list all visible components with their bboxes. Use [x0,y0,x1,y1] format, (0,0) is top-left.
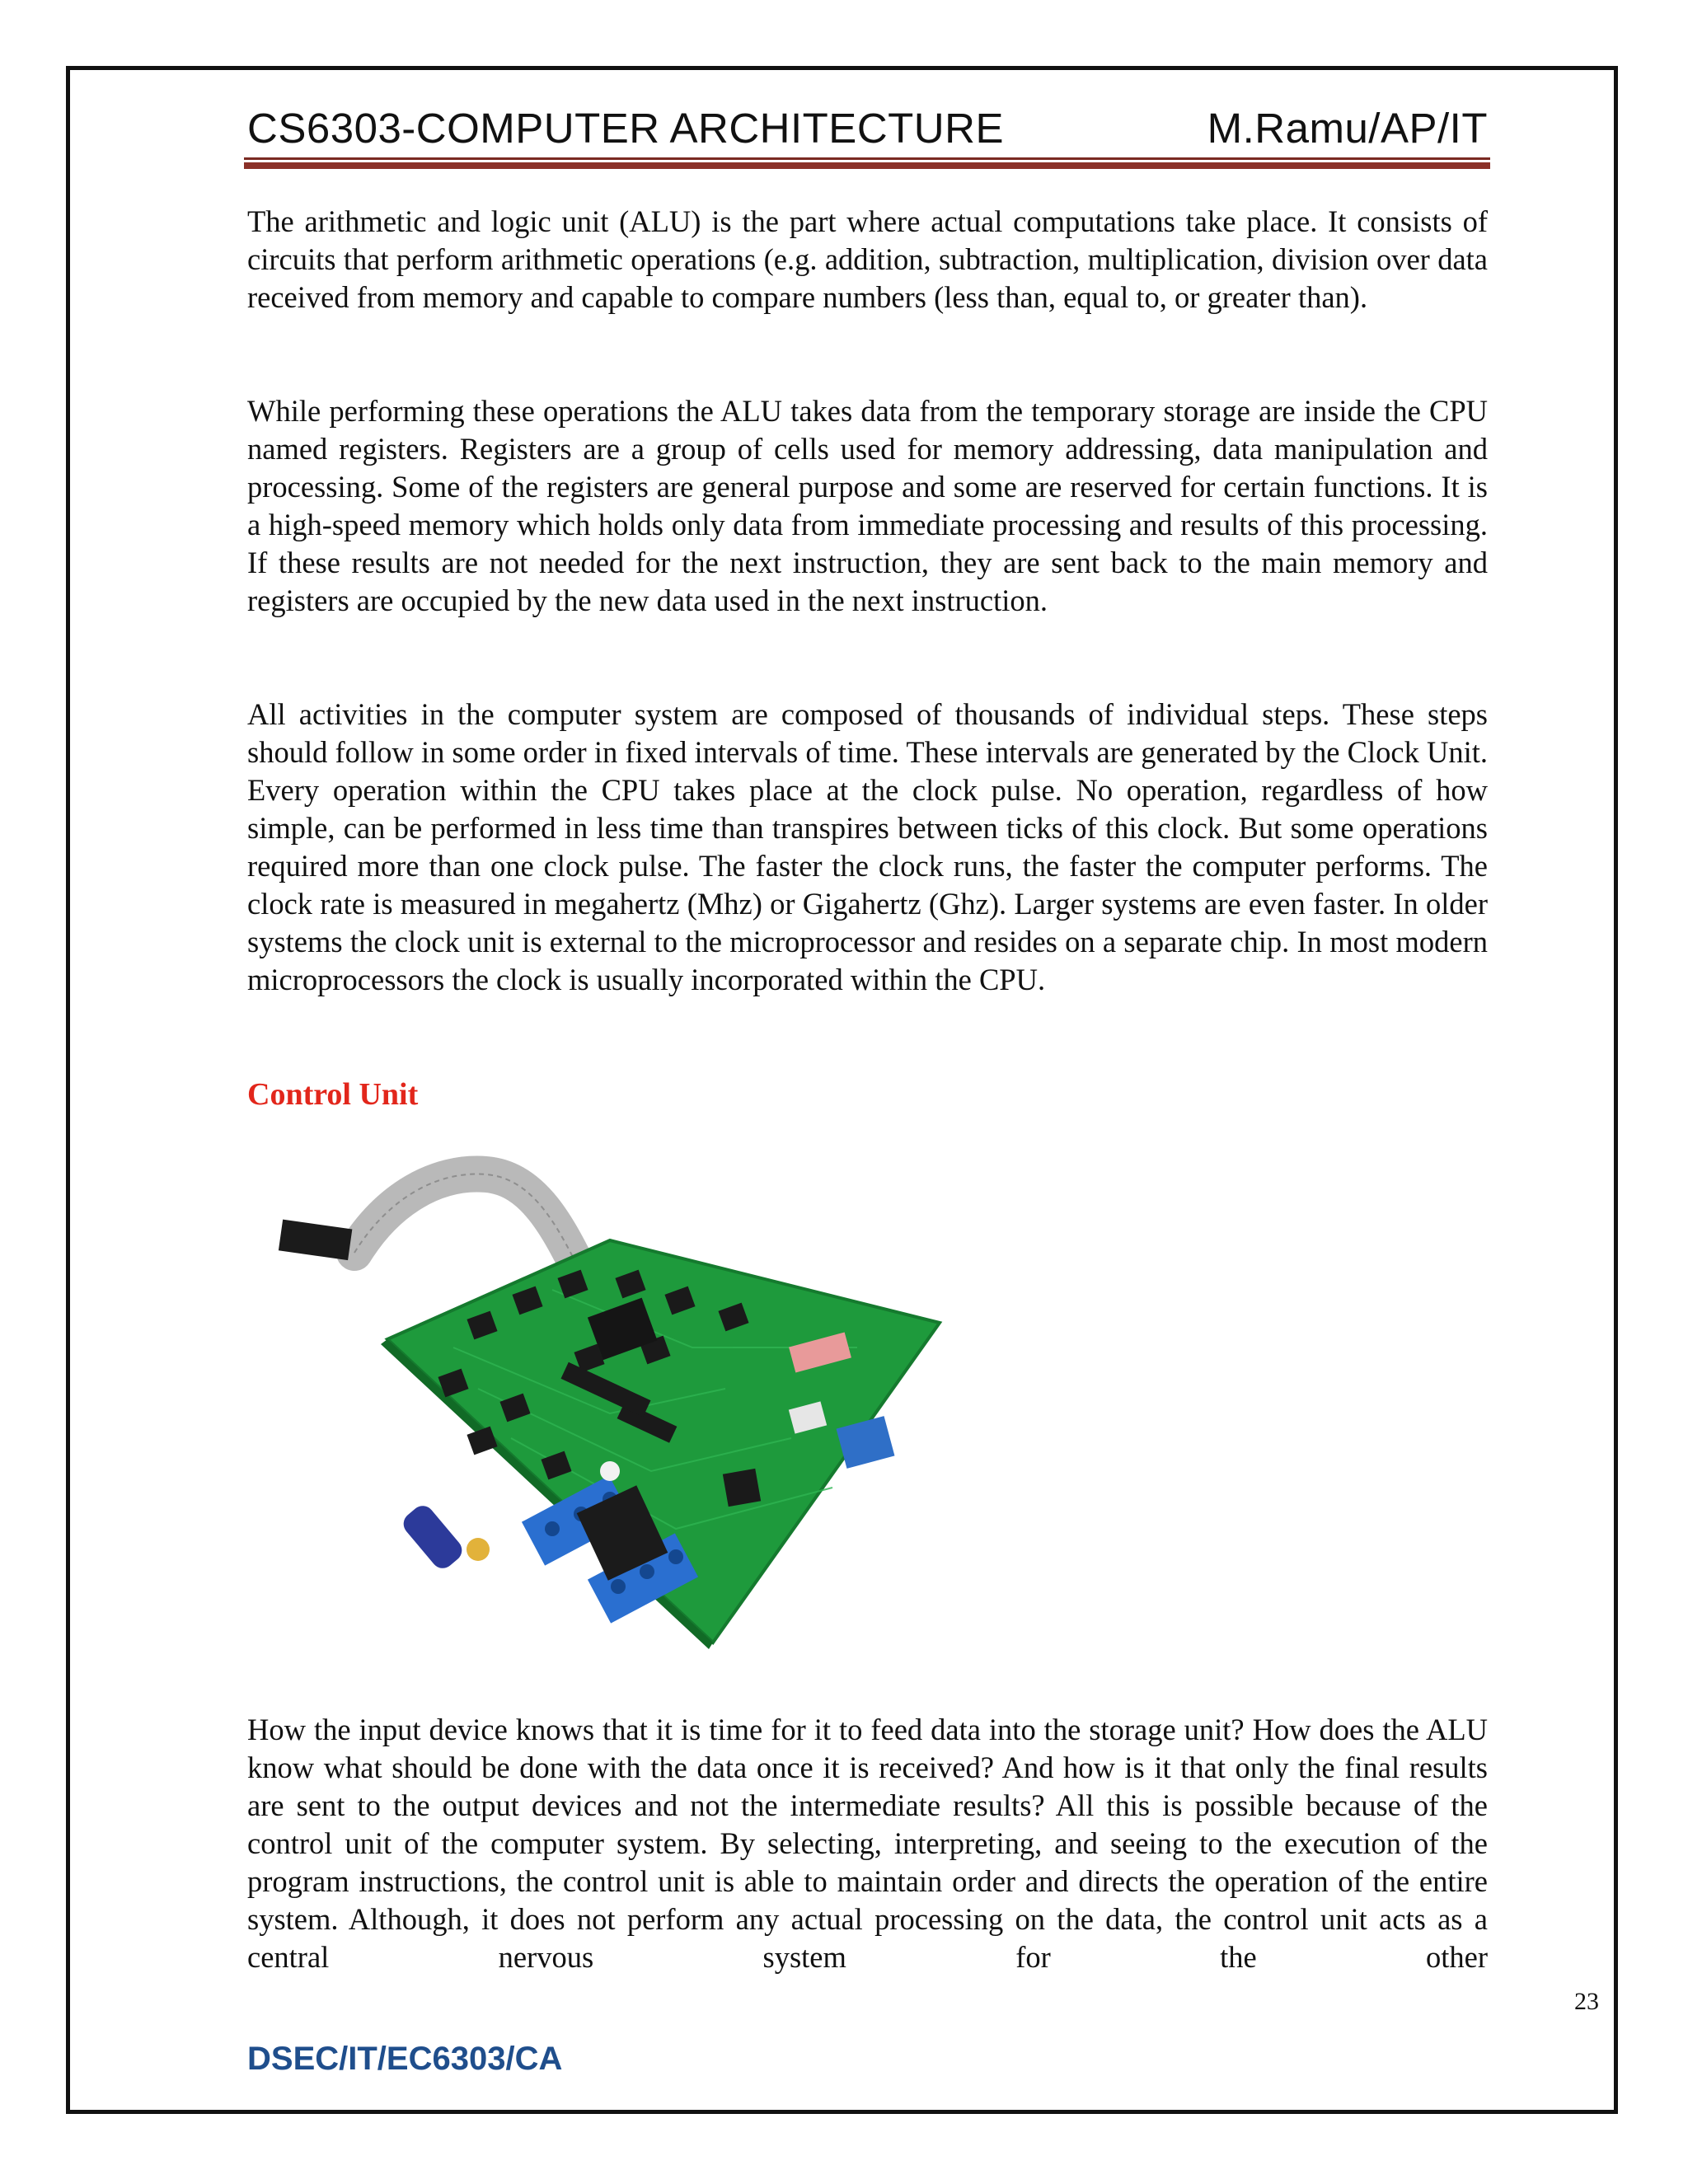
footer-code: DSEC/IT/EC6303/CA [247,2041,563,2077]
header-rule-thick [244,162,1490,169]
page-header [247,97,1488,163]
paragraph-registers: While performing these operations the ALU takes data from the temporary storage are inside the CPU named registers. Registers are a group of cells used for memory addressing, data manipulation and processing. Some of the registers are general purpose and some are reserved for certain functions. It is a high-speed memory which holds only data from immediate processing and results of this processing. If these results are not needed for the next instruction, they are sent back to the main memory and registers are occupied by the new data used in the next instruction. [247,394,1488,617]
paragraph-clock: All activities in the computer system are composed of thousands of individual steps. These steps should follow in some order in fixed intervals of time. These intervals are generated by the Clock Unit. Every operation within the CPU takes place at the clock pulse. No operation, regardless of how simple, can be performed in less time than transpires between ticks of this clock. But some operations required more than one clock pulse. The faster the clock runs, the faster the computer performs. The clock rate is measured in megahertz (Mhz) or Gigahertz (Ghz). Larger systems are even faster. In older systems the clock unit is external to the microprocessor and resides on a separate chip. In most modern microprocessors the clock is usually incorporated within the CPU. [247,697,1488,996]
control-unit-board-image [264,1141,973,1669]
header-rule-thin [244,157,1490,160]
section-heading-control-unit: Control Unit [247,1077,419,1112]
author-tag: M.Ramu/AP/IT [1207,105,1488,152]
body-text-continued [247,1711,1488,1976]
paragraph-alu: The arithmetic and logic unit (ALU) is the part where actual computations take place. It consists of circuits that perform arithmetic operations (e.g. addition, subtraction, multiplication, division over data received from memory and capable to compare numbers (less than, equal to, or greater than). [247,204,1488,314]
paragraph-control-unit: How the input device knows that it is time for it to feed data into the storage unit? How does the ALU know what should be done with the data once it is received? And how is it that only the final results are sent to the output devices and not the intermediate results? All this is possible because of the control unit of the computer system. By selecting, interpreting, and seeing to the execution of the program instructions, the control unit is able to maintain order and directs the operation of the entire system. Although, it does not perform any actual processing on the data, the control unit acts as a central nervous system for the other [247,1713,1488,1974]
page-number: 23 [1574,1988,1599,2015]
course-title: CS6303-COMPUTER ARCHITECTURE [247,105,1004,152]
